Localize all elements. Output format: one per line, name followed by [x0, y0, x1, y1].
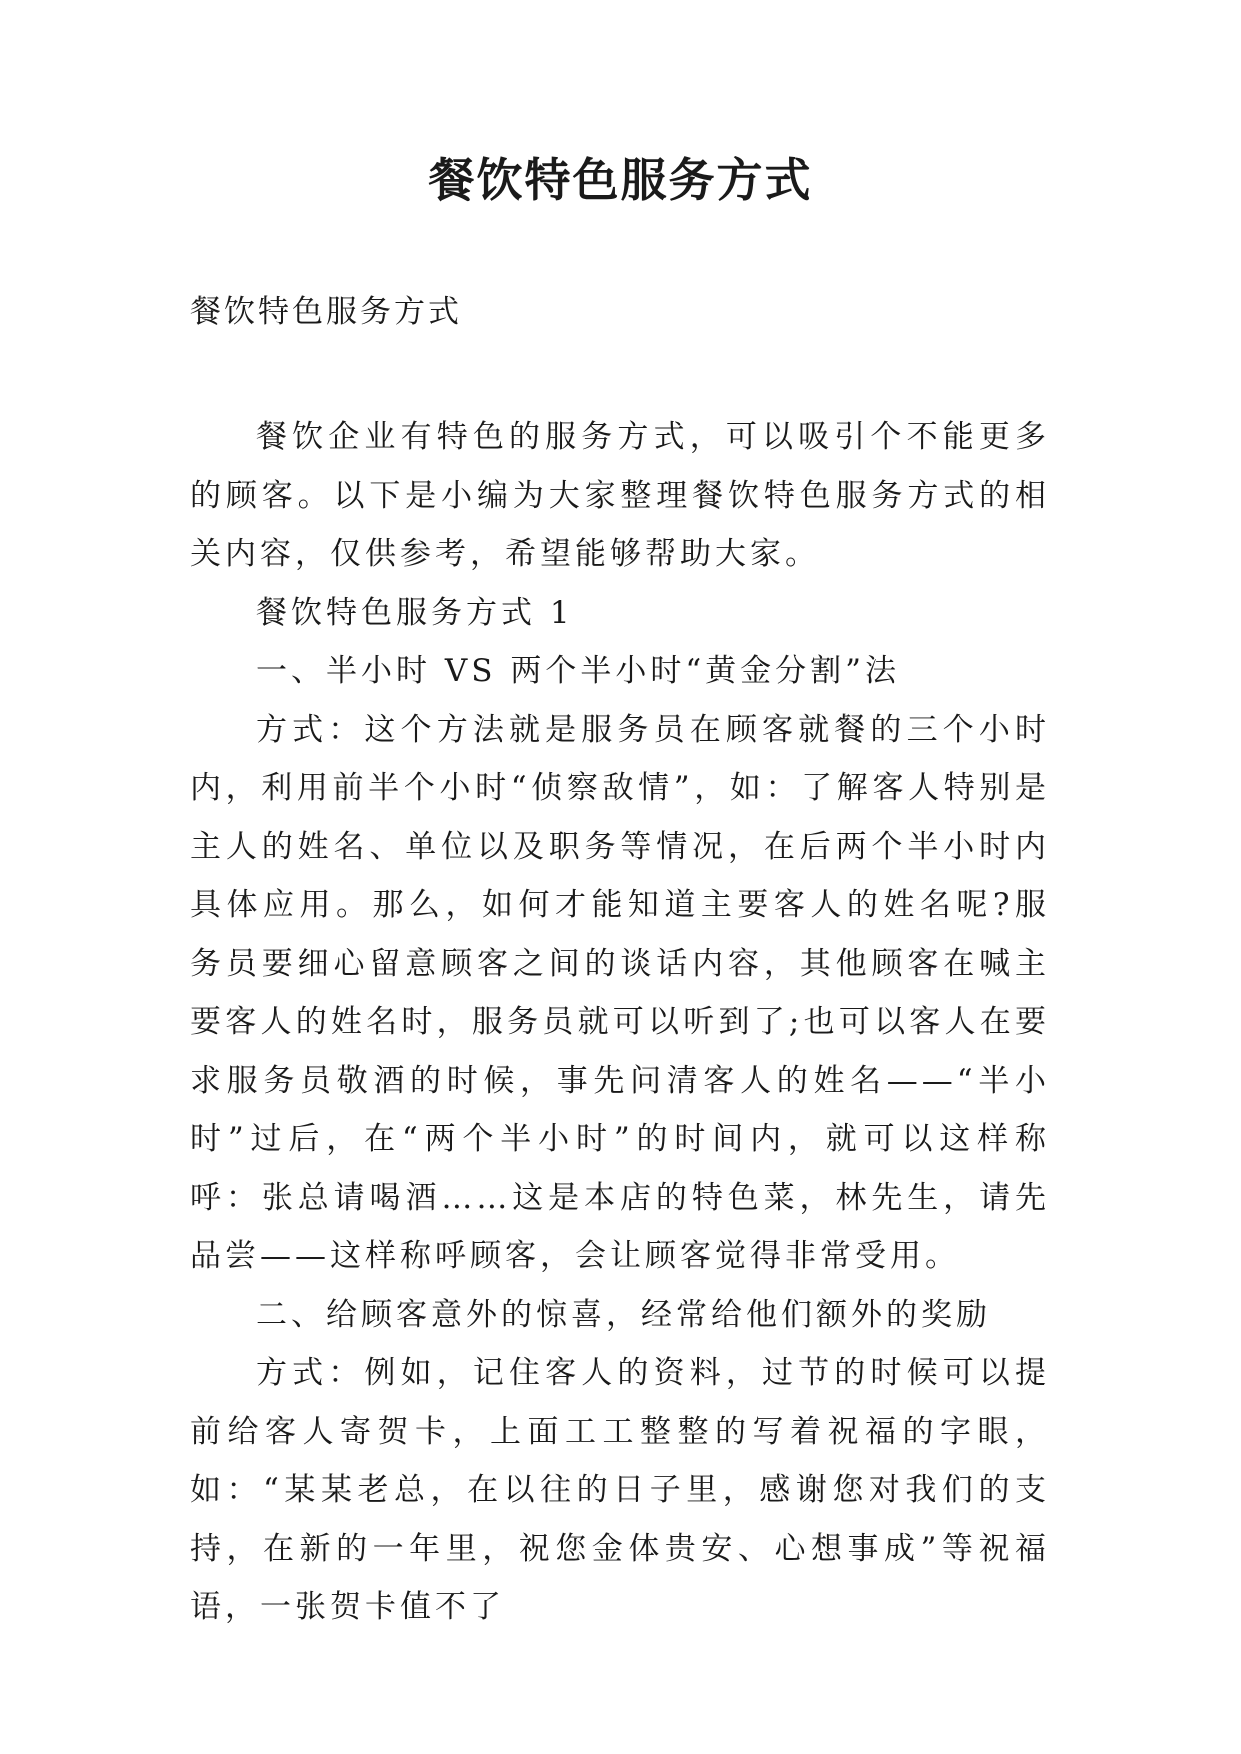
document-body [190, 408, 1050, 1637]
paragraph-intro: 餐饮企业有特色的服务方式，可以吸引个不能更多的顾客。以下是小编为大家整理餐饮特色服务方式的相关内容，仅供参考，希望能够帮助大家。 [190, 419, 1050, 572]
method-heading-1: 一、半小时 VS 两个半小时“黄金分割”法 [256, 653, 901, 689]
method-heading-2: 二、给顾客意外的惊喜，经常给他们额外的奖励 [256, 1296, 991, 1333]
section-heading: 餐饮特色服务方式 1 [256, 594, 574, 631]
method-body-2: 方式：例如，记住客人的资料，过节的时候可以提前给客人寄贺卡，上面工工整整的写着祝福的字眼，如：“某某老总，在以往的日子里，感谢您对我们的支持，在新的一年里，祝您金体贵安、心想事成”等祝福语，一张贺卡值不了 [190, 1355, 1050, 1625]
document-title: 餐饮特色服务方式 [428, 153, 813, 207]
method-body-1: 方式：这个方法就是服务员在顾客就餐的三个小时内，利用前半个小时“侦察敌情”，如：了解客人特别是主人的姓名、单位以及职务等情况，在后两个半小时内具体应用。那么，如何才能知道主要客人的姓名呢?服务员要细心留意顾客之间的谈话内容，其他顾客在喊主要客人的姓名时，服务员就可以听到了;也可以客人在要求服务员敬酒的时候，事先问清客人的姓名——“半小时”过后，在“两个半小时”的时间内，就可以这样称呼：张总请喝酒……这是本店的特色菜，林先生，请先品尝——这样称呼顾客，会让顾客觉得非常受用。 [190, 711, 1050, 1274]
document-subtitle: 餐饮特色服务方式 [190, 294, 462, 330]
